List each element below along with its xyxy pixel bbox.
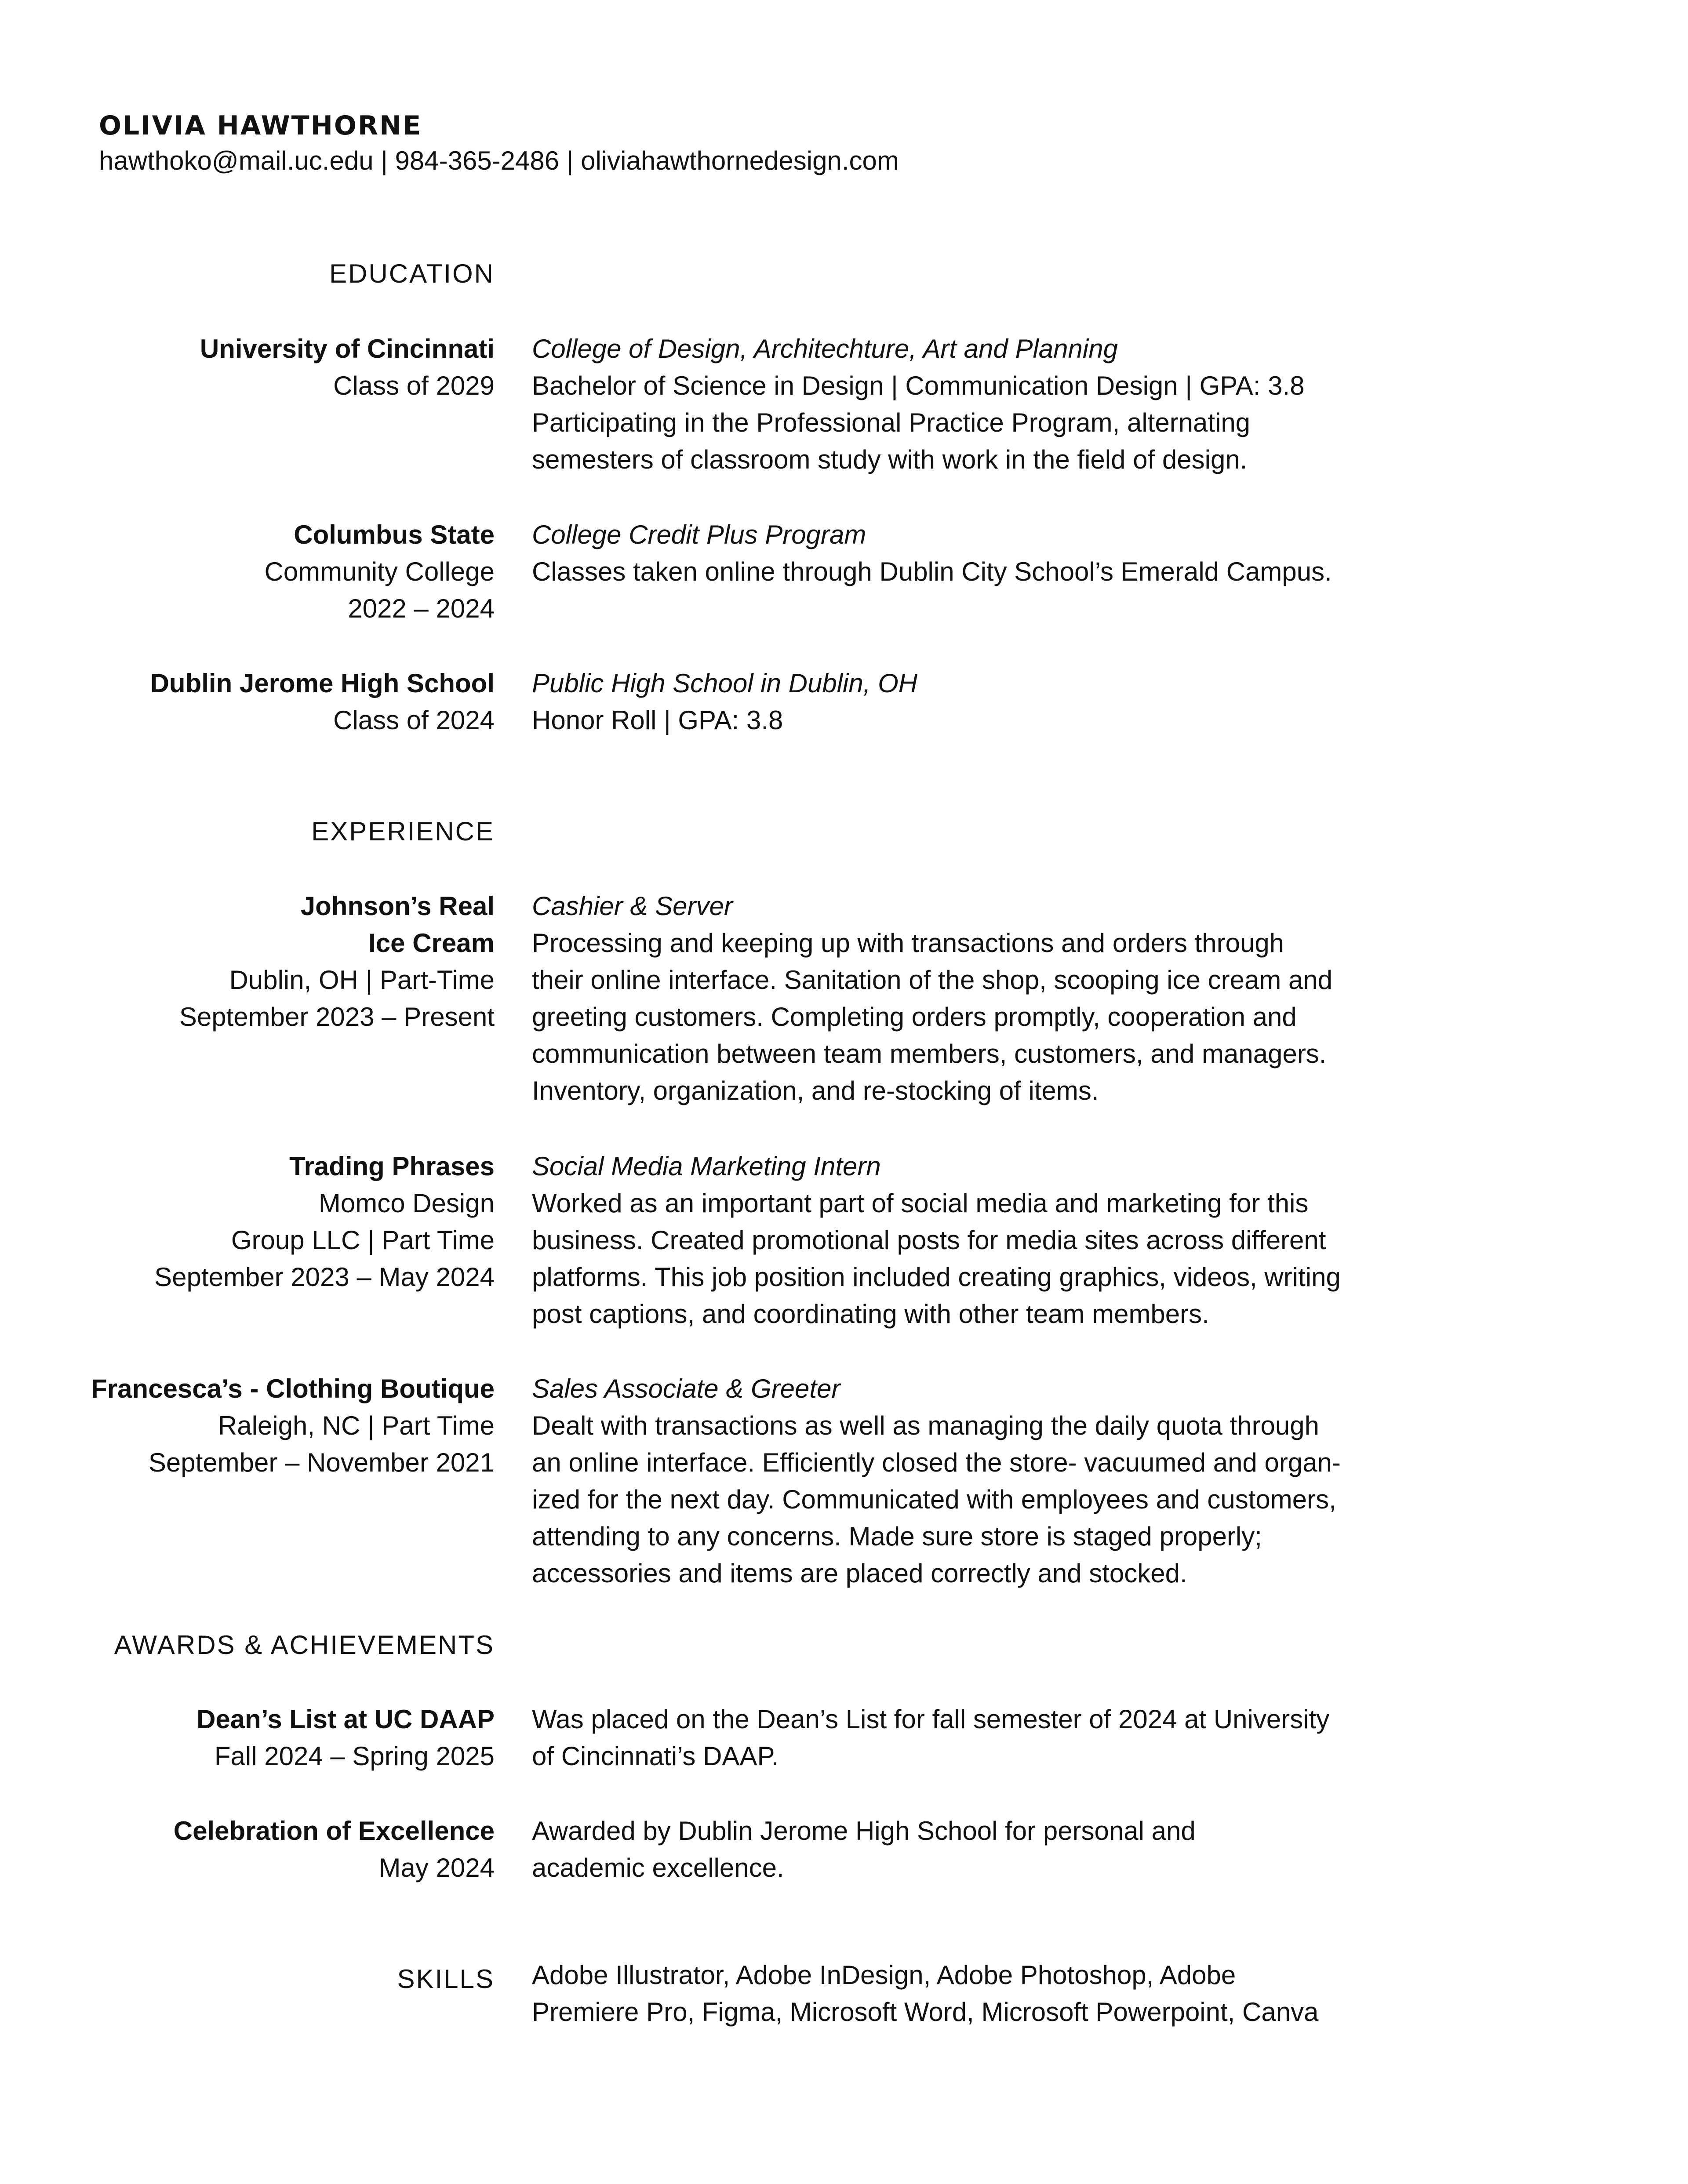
entry-desc-line: Classes taken online through Dublin City School’s Emerald Campus. — [532, 557, 1332, 586]
contact-line: hawthoko@mail.uc.edu | 984-365-2486 | oliviahawthornedesign.com — [99, 146, 899, 175]
entry-meta: 2022 – 2024 — [348, 594, 495, 623]
education-entry-2-left — [264, 516, 495, 627]
experience-entry-3-left — [91, 1370, 495, 1481]
awards-entry-2-right — [532, 1813, 1367, 1886]
entry-meta: Group LLC | Part Time — [231, 1225, 495, 1255]
entry-role: Public High School in Dublin, OH — [532, 669, 918, 698]
entry-org: Columbus State — [294, 520, 495, 549]
awards-entry-2-left — [174, 1813, 495, 1886]
entry-desc-line: greeting customers. Completing orders promptly, cooperation and — [532, 1002, 1297, 1032]
entry-meta: September 2023 – Present — [179, 1002, 495, 1032]
education-entry-1-left — [200, 331, 495, 404]
entry-org: Dean’s List at UC DAAP — [196, 1704, 495, 1734]
entry-desc-line: Awarded by Dublin Jerome High School for personal and — [532, 1816, 1196, 1846]
education-entry-2-right — [532, 516, 1367, 590]
entry-org: Ice Cream — [368, 928, 495, 958]
entry-desc-line: accessories and items are placed correctly and stocked. — [532, 1559, 1187, 1588]
entry-desc-line: platforms. This job position included creating graphics, videos, writing — [532, 1262, 1341, 1292]
experience-entry-3-right — [532, 1370, 1367, 1592]
section-title-experience: EXPERIENCE — [311, 817, 495, 846]
entry-desc-line: Bachelor of Science in Design | Communication Design | GPA: 3.8 — [532, 371, 1305, 400]
education-entry-1-right — [532, 331, 1367, 478]
entry-desc-line: of Cincinnati’s DAAP. — [532, 1741, 779, 1771]
resume-header — [99, 110, 899, 178]
entry-role: Sales Associate & Greeter — [532, 1374, 840, 1403]
entry-meta: Raleigh, NC | Part Time — [218, 1411, 495, 1440]
entry-desc-line: attending to any concerns. Made sure store is staged properly; — [532, 1522, 1262, 1551]
entry-meta: Fall 2024 – Spring 2025 — [214, 1741, 495, 1771]
entry-org: University of Cincinnati — [200, 334, 495, 363]
entry-meta: Momco Design — [318, 1188, 495, 1218]
entry-meta: Class of 2024 — [333, 705, 495, 735]
section-title-skills: SKILLS — [397, 1964, 495, 1994]
entry-desc-line: Dealt with transactions as well as managing the daily quota through — [532, 1411, 1320, 1440]
entry-desc-line: their online interface. Sanitation of the shop, scooping ice cream and — [532, 965, 1333, 995]
entry-meta: Community College — [264, 557, 495, 586]
experience-entry-2-right — [532, 1148, 1367, 1333]
entry-role: Social Media Marketing Intern — [532, 1152, 881, 1181]
entry-desc-line: Honor Roll | GPA: 3.8 — [532, 705, 783, 735]
entry-desc-line: Was placed on the Dean’s List for fall semester of 2024 at University — [532, 1704, 1330, 1734]
entry-desc-line: Worked as an important part of social media and marketing for this — [532, 1188, 1309, 1218]
education-entry-3-right — [532, 665, 1367, 739]
entry-org: Celebration of Excellence — [173, 1816, 495, 1846]
entry-meta: Class of 2029 — [333, 371, 495, 400]
awards-entry-1-left — [196, 1701, 495, 1775]
entry-role: Cashier & Server — [532, 891, 733, 921]
experience-entry-1-left — [179, 888, 495, 1036]
entry-role: College of Design, Architechture, Art and Planning — [532, 334, 1118, 363]
entry-desc-line: an online interface. Efficiently closed the store- vacuumed and organ- — [532, 1448, 1341, 1477]
skills-list — [532, 1957, 1367, 2031]
entry-desc-line: post captions, and coordinating with other team members. — [532, 1299, 1209, 1329]
skills-line: Adobe Illustrator, Adobe InDesign, Adobe Photoshop, Adobe — [532, 1960, 1236, 1990]
entry-desc-line: ized for the next day. Communicated with employees and customers, — [532, 1485, 1336, 1514]
entry-desc-line: communication between team members, customers, and managers. — [532, 1039, 1327, 1068]
entry-org: Trading Phrases — [289, 1152, 495, 1181]
entry-desc-line: semesters of classroom study with work in the field of design. — [532, 445, 1248, 474]
entry-desc-line: Processing and keeping up with transactions and orders through — [532, 928, 1284, 958]
entry-meta: September 2023 – May 2024 — [154, 1262, 495, 1292]
section-title-education: EDUCATION — [329, 259, 495, 288]
section-title-awards: AWARDS & ACHIEVEMENTS — [114, 1630, 495, 1660]
entry-org: Dublin Jerome High School — [150, 669, 495, 698]
education-entry-3-left — [150, 665, 495, 739]
entry-meta: Dublin, OH | Part-Time — [229, 965, 495, 995]
entry-meta: May 2024 — [378, 1853, 495, 1882]
awards-entry-1-right — [532, 1701, 1367, 1775]
experience-entry-2-left — [154, 1148, 495, 1296]
entry-meta: September – November 2021 — [148, 1448, 495, 1477]
applicant-name: OLIVIA HAWTHORNE — [99, 110, 422, 141]
experience-entry-1-right — [532, 888, 1367, 1109]
entry-desc-line: Participating in the Professional Practice Program, alternating — [532, 408, 1251, 437]
entry-desc-line: business. Created promotional posts for media sites across different — [532, 1225, 1326, 1255]
entry-desc-line: Inventory, organization, and re-stocking of items. — [532, 1076, 1099, 1105]
entry-org: Johnson’s Real — [300, 891, 495, 921]
entry-role: College Credit Plus Program — [532, 520, 866, 549]
entry-org: Francesca’s - Clothing Boutique — [91, 1374, 495, 1403]
skills-line: Premiere Pro, Figma, Microsoft Word, Microsoft Powerpoint, Canva — [532, 1997, 1319, 2027]
entry-desc-line: academic excellence. — [532, 1853, 784, 1882]
